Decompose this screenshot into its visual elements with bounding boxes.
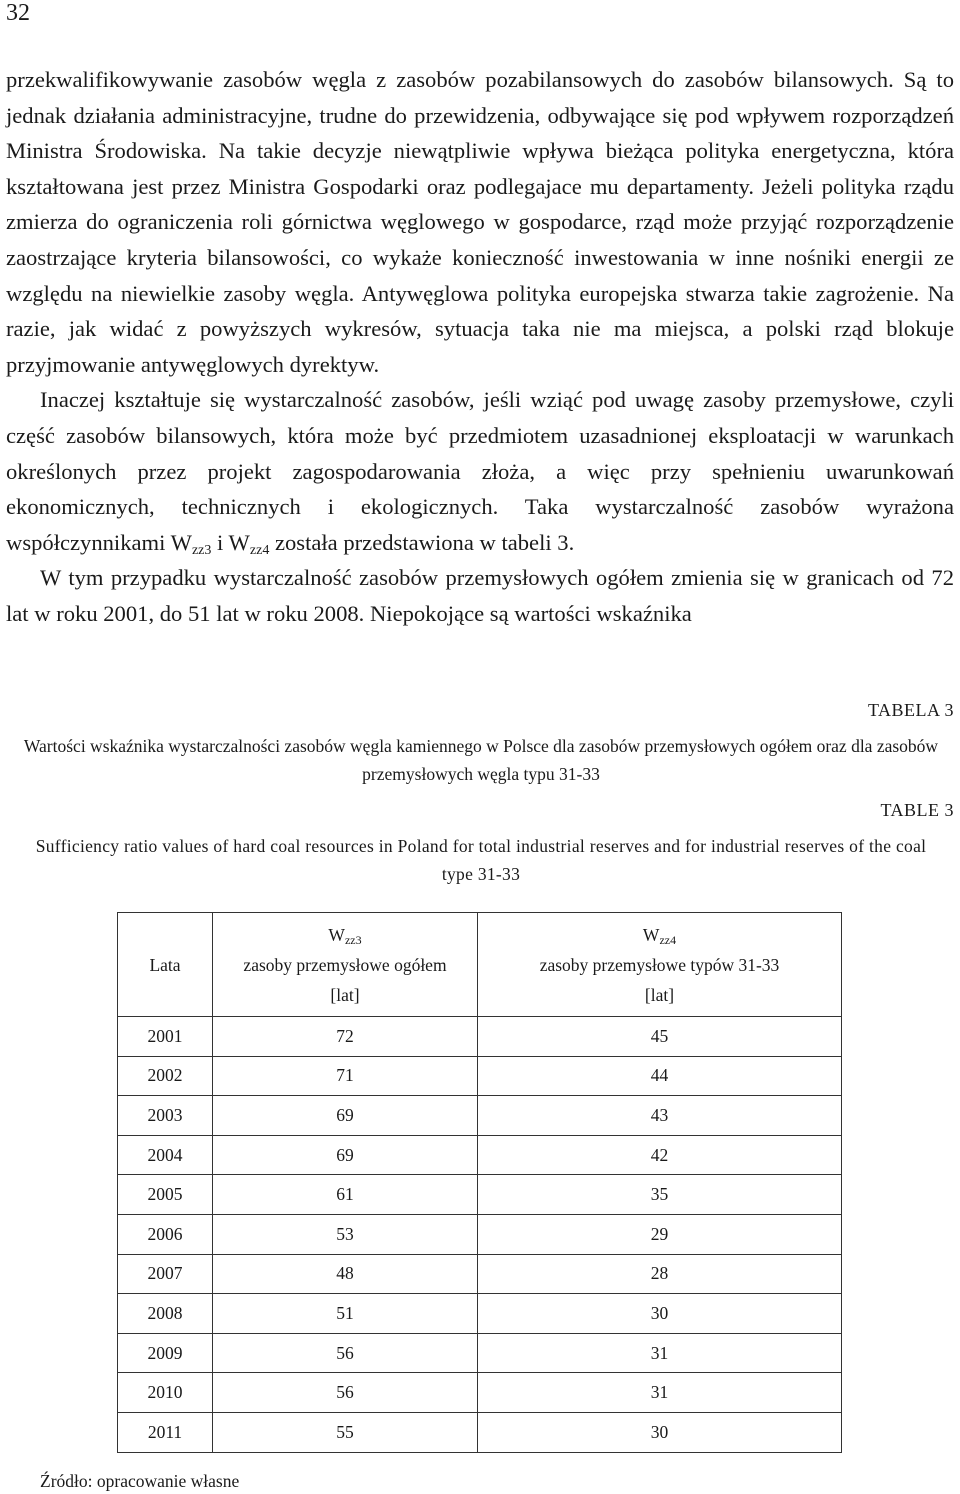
table-body <box>118 1017 842 1453</box>
table-label-pl: TABELA 3 <box>867 700 954 720</box>
cell-year: 2010 <box>118 1373 213 1413</box>
header-year: Lata <box>118 913 213 1017</box>
table-row <box>118 1056 842 1096</box>
cell-wzz3: 56 <box>213 1373 478 1413</box>
cell-year: 2008 <box>118 1294 213 1334</box>
cell-wzz3: 51 <box>213 1294 478 1334</box>
table-row <box>118 1175 842 1215</box>
paragraph-1: przekwalifikowywanie zasobów węgla z zasobów pozabilansowych do zasobów bilansowych. Są to jednak działania administracyjne, trudne do przewidzenia, odbywające się pod wpływem rozporządzeń Ministra Środowiska. Na takie decyzje niewątpliwie wpływa bieżąca polityka energetyczna, która kształtowana jest przez Ministra Gospodarki oraz podlegajace mu departamenty. Jeżeli polityka rządu zmierza do ograniczenia roli górnictwa węglowego w gospodarce, rząd może przyjąć rozporządzenie zaostrzające kryteria bilansowości, co wykaże konieczność inwestowania w inne nośniki energii ze względu na niewielkie zasoby węgla. Antywęglowa polityka europejska stwarza takie zagrożenie. Na razie, jak widać z powyższych wykresów, sytuacja taka nie ma miejsca, a polski rząd blokuje przyjmowanie antywęglowych dyrektyw. <box>6 67 954 377</box>
table-caption-pl: Wartości wskaźnika wystarczalności zasobów węgla kamiennego w Polsce dla zasobów przemysłowych ogółem oraz dla zasobów przemysłowych węgla typu 31-33 <box>23 736 939 784</box>
cell-year: 2002 <box>118 1056 213 1096</box>
cell-wzz4: 43 <box>478 1096 842 1136</box>
cell-year: 2003 <box>118 1096 213 1136</box>
cell-wzz4: 31 <box>478 1373 842 1413</box>
paragraph-3: W tym przypadku wystarczalność zasobów przemysłowych ogółem zmienia się w granicach od 72 lat w roku 2001, do 51 lat w roku 2008. Niepokojące są wartości wskaźnika <box>6 565 954 626</box>
body-text <box>6 62 954 632</box>
page-number: 32 <box>6 0 30 26</box>
cell-wzz3: 72 <box>213 1017 478 1057</box>
table-row <box>118 1017 842 1057</box>
table-row <box>118 1135 842 1175</box>
cell-wzz4: 42 <box>478 1135 842 1175</box>
cell-year: 2004 <box>118 1135 213 1175</box>
cell-year: 2006 <box>118 1214 213 1254</box>
cell-wzz4: 29 <box>478 1214 842 1254</box>
table-row <box>118 1096 842 1136</box>
cell-wzz4: 31 <box>478 1333 842 1373</box>
table-row <box>118 1294 842 1334</box>
cell-year: 2007 <box>118 1254 213 1294</box>
cell-wzz3: 69 <box>213 1135 478 1175</box>
cell-wzz3: 69 <box>213 1096 478 1136</box>
table-row <box>118 1333 842 1373</box>
cell-wzz3: 71 <box>213 1056 478 1096</box>
cell-wzz3: 55 <box>213 1412 478 1452</box>
paragraph-2: Inaczej kształtuje się wystarczalność zasobów, jeśli wziąć pod uwagę zasoby przemysłowe, czyli część zasobów bilansowych, która może być przedmiotem uzasadnionej eksploatacji w warunkach określonych przez projekt zagospodarowania złoża, a więc przy spełnieniu uwarunkowań ekonomicznych, technicznych i ekologicznych. Taka wystarczalność zasobów wyrażona współczynnikami $W_{zz3}$ i $W_{zz4}$ została przedstawiona w tabeli 3. <box>6 387 954 558</box>
table-label-en: TABLE 3 <box>880 800 954 820</box>
wzz4-subscript: zz4 <box>249 542 270 558</box>
cell-wzz3: 48 <box>213 1254 478 1294</box>
cell-year: 2005 <box>118 1175 213 1215</box>
source-note: Źródło: opracowanie własne <box>40 1471 240 1491</box>
table-row <box>118 1254 842 1294</box>
table-row <box>118 1412 842 1452</box>
wzz3-subscript: zz3 <box>191 542 212 558</box>
header-wzz3: $W_{zz3}$ zasoby przemysłowe ogółem [lat] <box>213 913 478 1017</box>
cell-wzz4: 28 <box>478 1254 842 1294</box>
table-caption-en: Sufficiency ratio values of hard coal resources in Poland for total industrial reserves and for industrial reserves of the coal type 31-33 <box>35 836 927 884</box>
cell-wzz4: 44 <box>478 1056 842 1096</box>
cell-wzz4: 30 <box>478 1294 842 1334</box>
data-table <box>117 912 842 1453</box>
table-row <box>118 1214 842 1254</box>
cell-wzz4: 30 <box>478 1412 842 1452</box>
cell-year: 2001 <box>118 1017 213 1057</box>
table-header-row <box>118 913 842 1017</box>
cell-wzz3: 61 <box>213 1175 478 1215</box>
cell-wzz4: 35 <box>478 1175 842 1215</box>
header-wzz4: $W_{zz4}$ zasoby przemysłowe typów 31-33 [lat] <box>478 913 842 1017</box>
cell-wzz3: 53 <box>213 1214 478 1254</box>
table-row <box>118 1373 842 1413</box>
cell-year: 2011 <box>118 1412 213 1452</box>
cell-wzz4: 45 <box>478 1017 842 1057</box>
cell-year: 2009 <box>118 1333 213 1373</box>
cell-wzz3: 56 <box>213 1333 478 1373</box>
